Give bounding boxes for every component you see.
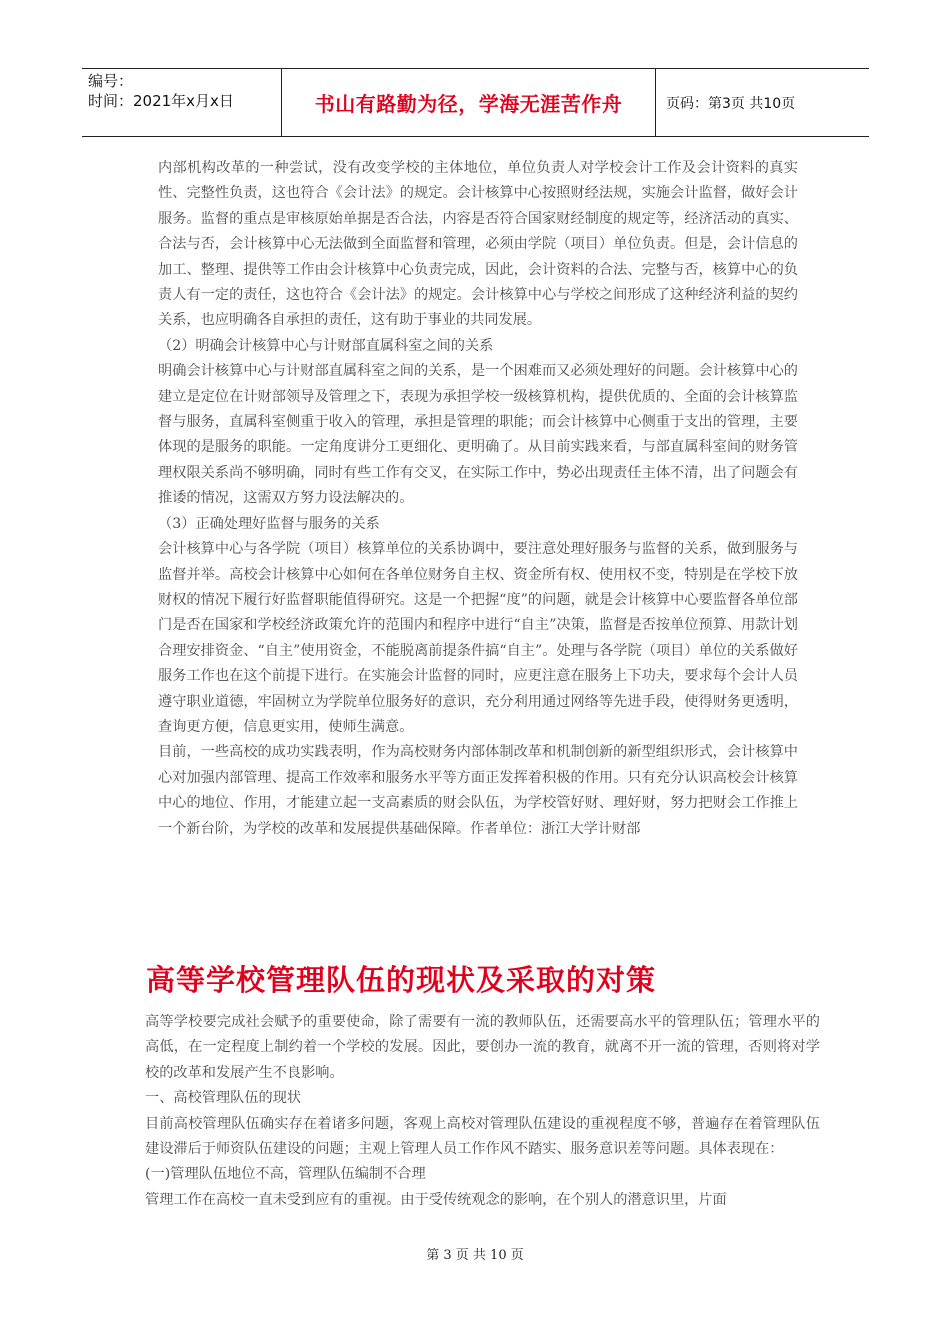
paragraph: 目前，一些高校的成功实践表明，作为高校财务内部体制改革和机制创新的新型组织形式，会计核算中心对加强内部管理、提高工作效率和服务水平等方面正发挥着积极的作用。只有充分认识高校会计核算中心的地位、作用，才能建立起一支高素质的财会队伍，为学校管好财、理好财，努力把财会工作推上一个新台阶，为学校的改革和发展提供基础保障。作者单位：浙江大学计财部 [158, 744, 798, 837]
paragraph: 明确会计核算中心与计财部直属科室之间的关系，是一个困难而又必须处理好的问题。会计核算中心的建立是定位在计财部领导及管理之下，表现为承担学校一级核算机构，提供优质的、全面的会计核算监督与服务，直属科室侧重于收入的管理，承担是管理的职能；而会计核算中心侧重于支出的管理，主要体现的是服务的职能。一定角度讲分工更细化、更明确了。从目前实践来看，与部直属科室间的财务管理权限关系尚不够明确，同时有些工作有交叉，在实际工作中，势必出现责任主体不清，出了问题会有推诿的情况，这需双方努力设法解决的。 [158, 363, 798, 507]
header-meta [82, 69, 282, 136]
page-header [82, 68, 869, 137]
paragraph: 高等学校要完成社会赋予的重要使命，除了需要有一流的教师队伍，还需要高水平的管理队伍；管理水平的高低，在一定程度上制约着一个学校的发展。因此，要创办一流的教育，就离不开一流的管理，否则将对学校的改革和发展产生不良影响。 [145, 1014, 820, 1081]
article2-body [145, 1010, 820, 1213]
paragraph: 会计核算中心与各学院（项目）核算单位的关系协调中，要注意处理好服务与监督的关系，做到服务与监督并举。高校会计核算中心如何在各单位财务自主权、资金所有权、使用权不变，特别是在学校下放财权的情况下履行好监督职能值得研究。这是一个把握“度”的问题，就是会计核算中心要监督各单位部门是否在国家和学校经济政策允许的范围内和程序中进行“自主”决策，监督是否按单位预算、用款计划合理安排资金、“自主”使用资金，不能脱离前提条件搞“自主”。处理与各学院（项目）单位的关系做好服务工作也在这个前提下进行。在实施会计监督的同时，应更注意在服务上下功夫，要求每个会计人员遵守职业道德，牢固树立为学院单位服务好的意识，充分利用通过网络等先进手段，使得财务更透明，查询更方便，信息更实用，使师生满意。 [158, 541, 798, 735]
paragraph: 管理工作在高校一直未受到应有的重视。由于受传统观念的影响，在个别人的潜意识里，片面 [145, 1191, 727, 1208]
article1-body [158, 156, 798, 842]
section-heading: 一、高校管理队伍的现状 [145, 1090, 302, 1107]
number-label: 编号： [88, 72, 134, 90]
header-page-info: 页码：第3页 共10页 [666, 95, 796, 112]
subheading: （3）正确处理好监督与服务的关系 [158, 515, 380, 532]
time-label: 时间：2021年x月x日 [88, 92, 234, 110]
subheading: （2）明确会计核算中心与计财部直属科室之间的关系 [158, 337, 494, 354]
subheading: (一)管理队伍地位不高，管理队伍编制不合理 [145, 1166, 426, 1183]
paragraph: 内部机构改革的一种尝试，没有改变学校的主体地位，单位负责人对学校会计工作及会计资料的真实性、完整性负责，这也符合《会计法》的规定。会计核算中心按照财经法规，实施会计监督，做好会计服务。监督的重点是审核原始单据是否合法，内容是否符合国家财经制度的规定等，经济活动的真实、合法与否，会计核算中心无法做到全面监督和管理，必须由学院（项目）单位负责。但是，会计信息的加工、整理、提供等工作由会计核算中心负责完成，因此，会计资料的合法、完整与否，核算中心的负责人有一定的责任，这也符合《会计法》的规定。会计核算中心与学校之间形成了这种经济利益的契约关系，也应明确各自承担的责任，这有助于事业的共同发展。 [158, 160, 798, 329]
article2-title: 高等学校管理队伍的现状及采取的对策 [146, 963, 657, 997]
header-motto: 书山有路勤为径，学海无涯苦作舟 [282, 69, 656, 136]
paragraph: 目前高校管理队伍确实存在着诸多问题，客观上高校对管理队伍建设的重视程度不够，普遍存在着管理队伍建设滞后于师资队伍建设的问题；主观上管理人员工作作风不踏实、服务意识差等问题。具体表现在： [145, 1115, 820, 1158]
page-footer: 第 3 页 共 10 页 [426, 1248, 524, 1263]
